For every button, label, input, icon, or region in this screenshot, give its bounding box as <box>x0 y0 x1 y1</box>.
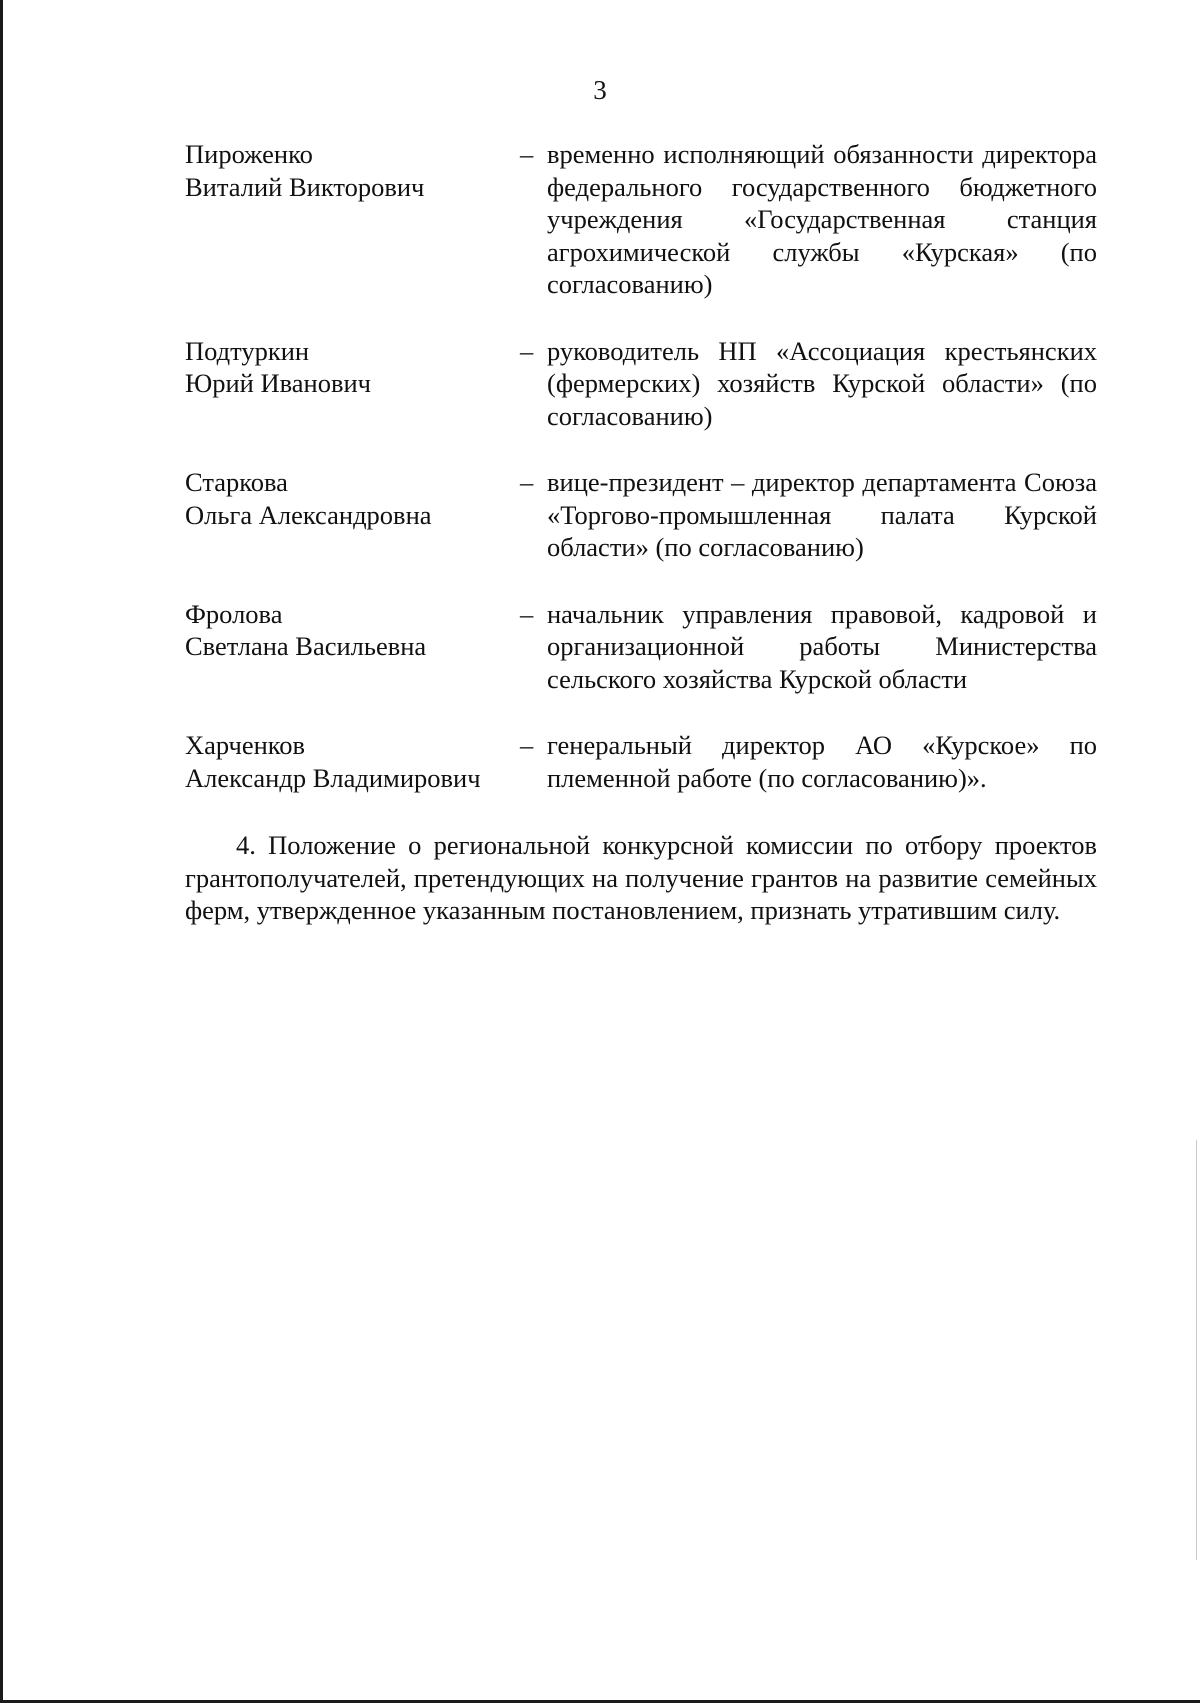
member-name <box>185 466 520 531</box>
commission-members-list <box>185 138 1097 828</box>
member-role: руководитель НП «Ассоциация крестьянских (фермерских) хозяйств Курской области» (по согласованию) <box>547 335 1097 431</box>
scan-edge-right <box>1196 1140 1197 1560</box>
member-row <box>185 138 1097 301</box>
member-role: временно исполняющий обязанности директора федерального государственного бюджетного учреждения «Государственная станция агрохимической службы «Курская» (по согласованию) <box>547 139 1097 299</box>
member-surname: Старкова <box>185 467 288 497</box>
paragraph-4: 4. Положение о региональной конкурсной комиссии по отбору проектов грантополучателей, претендующих на получение грантов на развитие семейных ферм, утвержденное указанным постановлением, признать утратившим силу. <box>185 830 1097 925</box>
member-row <box>185 335 1097 433</box>
member-name <box>185 138 520 203</box>
member-name <box>185 335 520 400</box>
member-dash: – <box>520 467 534 497</box>
member-surname: Подтуркин <box>185 335 310 366</box>
member-given-names: Светлана Васильевна <box>185 631 427 661</box>
member-dash: – <box>520 335 534 366</box>
member-dash: – <box>520 598 534 629</box>
member-given-names: Александр Владимирович <box>185 762 481 793</box>
member-dash: – <box>520 139 534 169</box>
member-given-names: Ольга Александровна <box>185 499 432 530</box>
member-given-names: Виталий Викторович <box>185 171 425 202</box>
member-surname: Пироженко <box>185 139 313 169</box>
scan-edge-left <box>0 0 3 1703</box>
member-row <box>185 729 1097 794</box>
member-name <box>185 598 520 663</box>
member-row <box>185 466 1097 564</box>
member-dash: – <box>520 730 534 760</box>
page-number: 3 <box>593 75 607 105</box>
member-row <box>185 598 1097 696</box>
member-surname: Фролова <box>185 598 283 629</box>
member-role: начальник управления правовой, кадровой и организационной работы Министерства сельского хозяйства Курской области <box>547 598 1097 694</box>
member-name <box>185 729 520 794</box>
member-role: генеральный директор АО «Курское» по племенной работе (по согласованию)». <box>547 730 1097 793</box>
member-given-names: Юрий Иванович <box>185 368 371 398</box>
member-role: вице-президент – директор департамента Союза «Торгово-промышленная палата Курской области» (по согласованию) <box>547 467 1097 562</box>
member-surname: Харченков <box>185 730 306 760</box>
